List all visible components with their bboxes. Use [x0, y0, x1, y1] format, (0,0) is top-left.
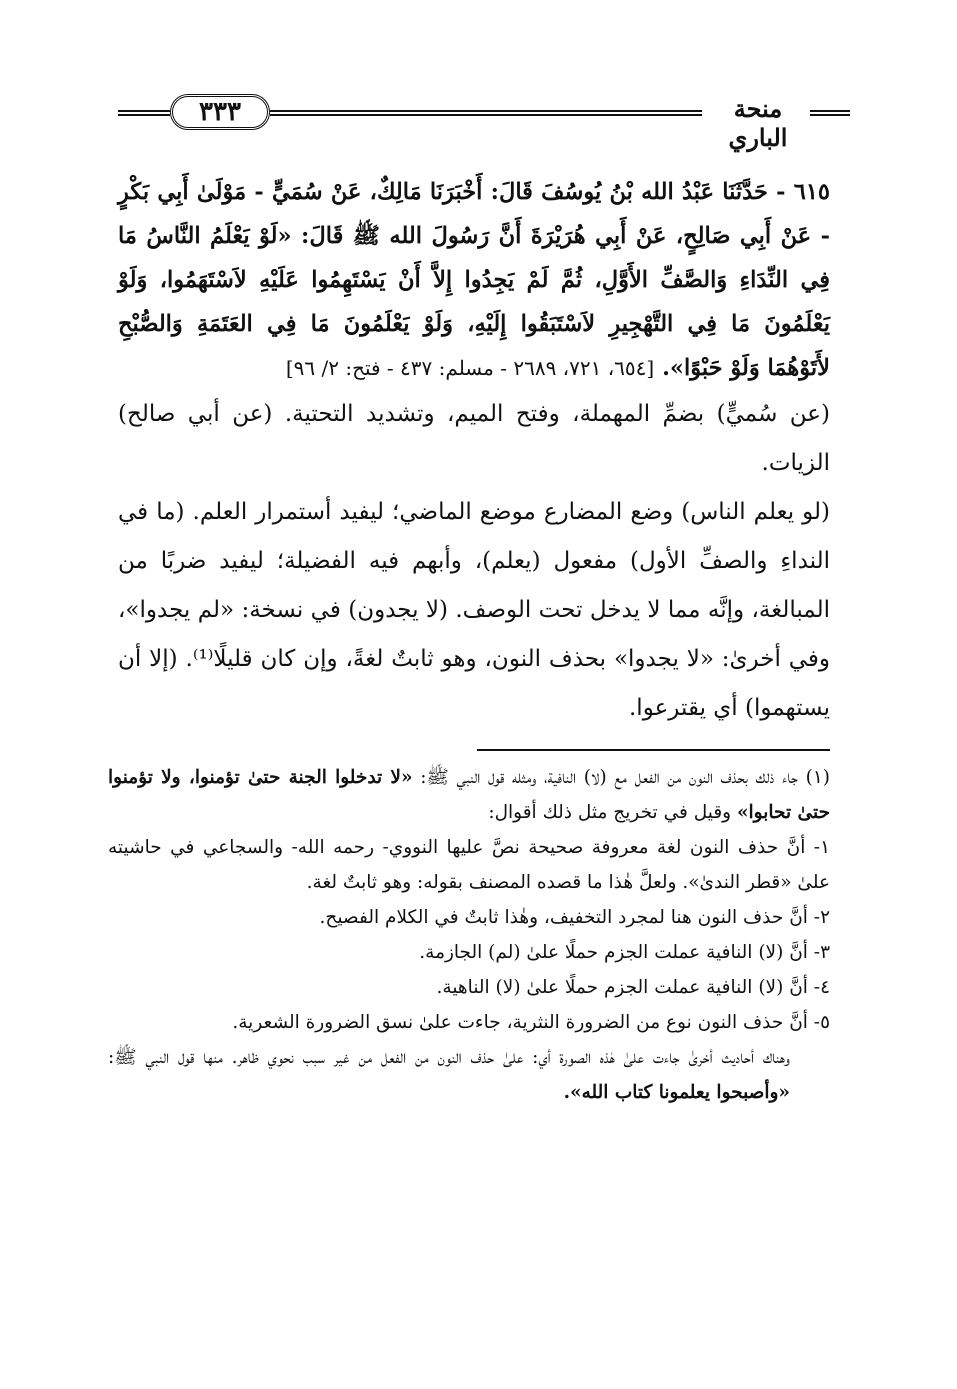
header-rule-middle	[270, 110, 702, 116]
footnotes	[108, 760, 830, 1110]
footnote-closing	[108, 1040, 830, 1110]
footnote-list-item: ١- أنَّ حذف النون لغة معروفة صحيحة نصَّ عليها النووي- رحمه الله- والسجاعي في حاشيته علىٰ «قطر الندىٰ». ولعلَّ هٰذا ما قصده المصنف بقوله: وهو ثابتٌ لغة.	[108, 837, 830, 893]
header-rule-left	[118, 110, 170, 116]
footnote-list-item: ٢- أنَّ حذف النون هنا لمجرد التخفيف، وهٰذا ثابتٌ في الكلام الفصيح.	[319, 907, 830, 928]
header-rule-right	[810, 110, 850, 116]
page-number: ٣٣٣	[170, 94, 270, 130]
footnote-1-tail: وقيل في تخريج مثل ذلك أقوال:	[488, 802, 732, 823]
page-header	[118, 92, 830, 152]
footnote-closing-text: وهناك أحاديث أخرىٰ جاءت علىٰ هٰذه الصورة أي: علىٰ حذف النون من الفعل من غير سبب نحوي ظاهر. منها قول النبي ﷺ:	[108, 1047, 790, 1068]
commentary-paragraph: (عن سُميٍّ) بضمِّ المهملة، وفتح الميم، وتشديد التحتية. (عن أبي صالح) الزيات.	[118, 401, 830, 476]
footnote-closing-quote: «وأصبحوا يعلمونا كتاب الله».	[563, 1082, 790, 1103]
main-text	[118, 170, 830, 733]
footnote-1-quote: «لا تدخلوا الجنة حتىٰ تؤمنوا، ولا تؤمنوا حتىٰ تحابوا»	[108, 767, 830, 823]
footnote-list-item: ٥- أنَّ حذف النون نوع من الضرورة النثرية، جاءت علىٰ نسق الضرورة الشعرية.	[232, 1012, 830, 1033]
footnote-1-intro: (١) جاء ذلك بحذف النون من الفعل مع (لا) النافية، ومثله قول النبي ﷺ:	[420, 767, 831, 788]
hadith-615	[118, 170, 830, 390]
footnote-list-item: ٣- أنَّ (لا) النافية عملت الجزم حملًا علىٰ (لم) الجازمة.	[419, 942, 830, 963]
footnote-1	[108, 760, 830, 830]
hadith-text: ٦١٥ - حَدَّثَنَا عَبْدُ الله بْنُ يُوسُفَ قَالَ: أَخْبَرَنَا مَالِكٌ، عَنْ سُمَيٍّ - مَوْلَىٰ أَبِي بَكْرٍ - عَنْ أَبِي صَالِحٍ، عَنْ أَبِي هُرَيْرَةَ أَنَّ رَسُولَ الله ﷺ قَالَ: «لَوْ يَعْلَمُ النَّاسُ مَا فِي النِّدَاءِ وَالصَّفِّ الأَوَّلِ، ثُمَّ لَمْ يَجِدُوا إِلاَّ أَنْ يَسْتَهِمُوا عَلَيْهِ لاَسْتَهَمُوا، وَلَوْ يَعْلَمُونَ مَا فِي التَّهْجِيرِ لاَسْتَبَقُوا إِلَيْهِ، وَلَوْ يَعْلَمُونَ مَا فِي العَتَمَةِ وَالصُّبْحِ لأَتَوْهُمَا وَلَوْ حَبْوًا».	[118, 179, 830, 381]
commentary-paragraph: (لو يعلم الناس) وضع المضارع موضع الماضي؛ ليفيد أستمرار العلم. (ما في النداءِ والصفِّ الأول) مفعول (يعلم)، وأبهم فيه الفضيلة؛ ليفيد ضربًا من المبالغة، وإنَّه مما لا يدخل تحت الوصف. (لا يجدون) في نسخة: «لم يجدوا»، وفي أخرىٰ: «لا يجدوا» بحذف النون، وهو ثابتٌ لغةً، وإن كان قليلًا⁽¹⁾. (إلا أن يستهموا) أي يقترعوا.	[118, 499, 830, 721]
book-title: منحة الباري	[728, 94, 788, 152]
footnote-separator	[477, 749, 830, 751]
hadith-references: [٦٥٤، ٧٢١، ٢٦٨٩ - مسلم: ٤٣٧ - فتح: ٢/ ٩٦]	[285, 356, 655, 380]
footnote-list-item: ٤- أنَّ (لا) النافية عملت الجزم حملًا علىٰ (لا) الناهية.	[436, 977, 830, 998]
